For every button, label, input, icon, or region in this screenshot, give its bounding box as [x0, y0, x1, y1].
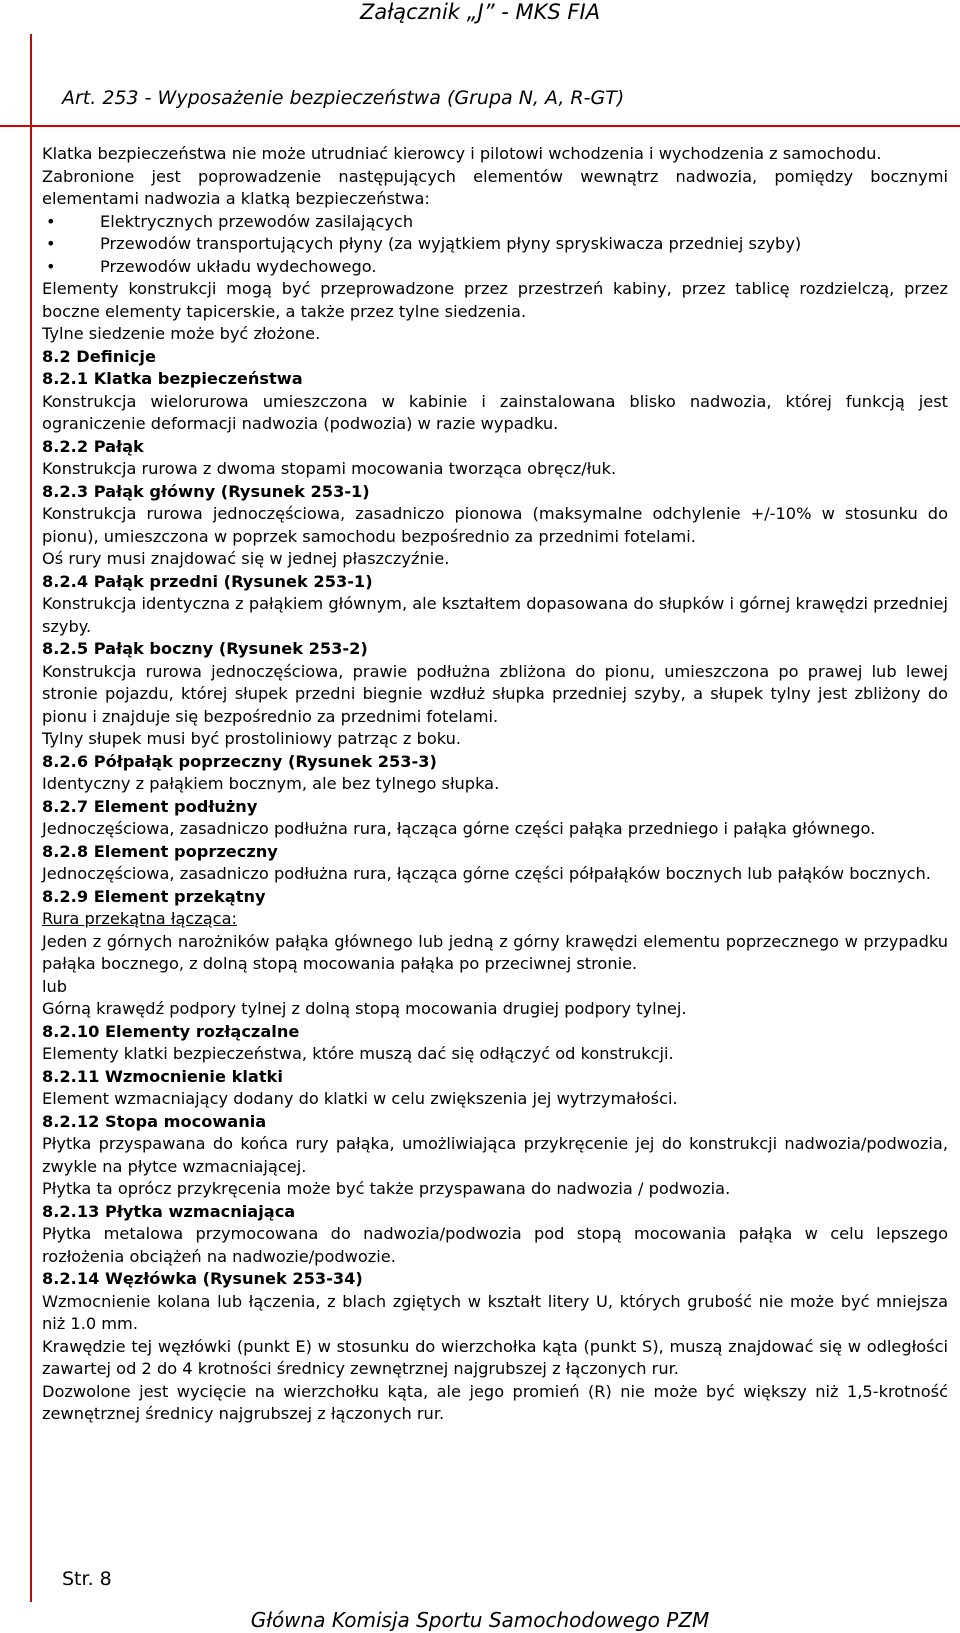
- bullet-icon: •: [46, 256, 56, 276]
- subsection-heading: 8.2.13 Płytka wzmacniająca: [42, 1201, 296, 1221]
- underlined-label: Rura przekątna łącząca:: [42, 909, 237, 928]
- subsection-heading: 8.2.12 Stopa mocowania: [42, 1111, 267, 1131]
- paragraph: Konstrukcja rurowa z dwoma stopami mocowania tworząca obręcz/łuk.: [42, 459, 617, 478]
- subsection-heading: 8.2.8 Element poprzeczny: [42, 841, 278, 861]
- paragraph: Jeden z górnych narożników pałąka głównego lub jedną z górny krawędzi elementu poprzecznego w przypadku pałąka bocznego, z dolną stopą mocowania pałąka po przeciwnej stronie.: [42, 931, 948, 973]
- bullet-icon: •: [46, 211, 56, 231]
- subsection-heading: 8.2.9 Element przekątny: [42, 886, 266, 906]
- subsection-heading: 8.2.11 Wzmocnienie klatki: [42, 1066, 283, 1086]
- paragraph: Konstrukcja rurowa jednoczęściowa, zasadniczo pionowa (maksymalne odchylenie +/-10% w stosunku do pionu), umieszczona w poprzek samochodu bezpośrednio za przednimi fotelami.: [42, 504, 948, 546]
- paragraph: Elementy klatki bezpieczeństwa, które muszą dać się odłączyć od konstrukcji.: [42, 1044, 674, 1063]
- bullet-item: [42, 256, 948, 279]
- bullet-item: [42, 233, 948, 256]
- paragraph: Konstrukcja wielorurowa umieszczona w kabinie i zainstalowana blisko nadwozia, której funkcją jest ograniczenie deformacji nadwozia (podwozia) w razie wypadku.: [42, 391, 948, 433]
- subsection-heading: 8.2.3 Pałąk główny (Rysunek 253-1): [42, 481, 370, 501]
- paragraph: Krawędzie tej węzłówki (punkt E) w stosunku do wierzchołka kąta (punkt S), muszą znajdować się w odległości zawartej od 2 do 4 krotności średnicy zewnętrznej najgrubszej z łączonych rur.: [42, 1336, 948, 1378]
- footer-organization: Główna Komisja Sportu Samochodowego PZM: [250, 1608, 710, 1632]
- section-heading: 8.2 Definicje: [42, 346, 156, 366]
- paragraph: Konstrukcja rurowa jednoczęściowa, prawie podłużna zbliżona do pionu, umieszczona po prawej lub lewej stronie pojazdu, której słupek przedni biegnie wzdłuż słupka przedniej szyby, a słupek tylny jest zbliżony do pionu i znajduje się bezpośrednio za przednimi fotelami.: [42, 661, 948, 726]
- paragraph: Górną krawędź podpory tylnej z dolną stopą mocowania drugiej podpory tylnej.: [42, 999, 687, 1018]
- margin-rule-vertical: [30, 34, 32, 1602]
- paragraph: Tylne siedzenie może być złożone.: [42, 324, 321, 343]
- paragraph: Płytka metalowa przymocowana do nadwozia/podwozia pod stopą mocowania pałąka w celu lepszego rozłożenia obciążeń na nadwozie/podwozie.: [42, 1224, 948, 1266]
- bullet-text: Przewodów układu wydechowego.: [100, 256, 377, 276]
- subsection-heading: 8.2.2 Pałąk: [42, 436, 144, 456]
- paragraph: Identyczny z pałąkiem bocznym, ale bez tylnego słupka.: [42, 774, 500, 793]
- document-header-title: Załącznik „J” - MKS FIA: [359, 0, 601, 24]
- paragraph: Płytka przyspawana do końca rury pałąka, umożliwiająca przykręcenie jej do konstrukcji nadwozia/podwozia, zwykle na płytce wzmacniającej.: [42, 1134, 948, 1176]
- paragraph: Dozwolone jest wycięcie na wierzchołku kąta, ale jego promień (R) nie może być większy niż 1,5-krotność zewnętrznej średnicy najgrubszej z łączonych rur.: [42, 1381, 948, 1423]
- paragraph: Oś rury musi znajdować się w jednej płaszczyźnie.: [42, 549, 450, 568]
- paragraph: Jednoczęściowa, zasadniczo podłużna rura, łącząca górne części pałąka przedniego i pałąka głównego.: [42, 819, 876, 838]
- page-number: Str. 8: [62, 1568, 112, 1590]
- paragraph: Jednoczęściowa, zasadniczo podłużna rura, łącząca górne części półpałąków bocznych lub pałąków bocznych.: [42, 864, 931, 883]
- document-body: [42, 143, 948, 1426]
- subsection-heading: 8.2.5 Pałąk boczny (Rysunek 253-2): [42, 639, 368, 658]
- subsection-heading: 8.2.7 Element podłużny: [42, 796, 258, 816]
- subsection-heading: 8.2.14 Węzłówka (Rysunek 253-34): [42, 1269, 363, 1288]
- paragraph: Konstrukcja identyczna z pałąkiem głównym, ale kształtem dopasowana do słupków i górnej krawędzi przedniej szyby.: [42, 594, 948, 636]
- paragraph: Element wzmacniający dodany do klatki w celu zwiększenia jej wytrzymałości.: [42, 1089, 678, 1108]
- subsection-heading: 8.2.1 Klatka bezpieczeństwa: [42, 369, 303, 388]
- bullet-item: [42, 211, 948, 234]
- bullet-text: Przewodów transportujących płyny (za wyjątkiem płyny spryskiwacza przedniej szyby): [100, 234, 802, 253]
- paragraph: Tylny słupek musi być prostoliniowy patrząc z boku.: [42, 729, 462, 748]
- paragraph: Płytka ta oprócz przykręcenia może być także przyspawana do nadwozia / podwozia.: [42, 1179, 731, 1198]
- subsection-heading: 8.2.4 Pałąk przedni (Rysunek 253-1): [42, 571, 373, 591]
- subsection-heading: 8.2.6 Półpałąk poprzeczny (Rysunek 253-3): [42, 751, 437, 771]
- header-rule-horizontal: [0, 125, 960, 127]
- paragraph: Wzmocnienie kolana lub łączenia, z blach zgiętych w kształt litery U, których grubość nie może być mniejsza niż 1.0 mm.: [42, 1291, 948, 1333]
- subsection-heading: 8.2.10 Elementy rozłączalne: [42, 1021, 300, 1041]
- paragraph: Zabronione jest poprowadzenie następujących elementów wewnątrz nadwozia, pomiędzy bocznymi elementami nadwozia a klatką bezpieczeństwa:: [42, 166, 948, 208]
- bullet-icon: •: [46, 234, 56, 253]
- paragraph: lub: [42, 976, 68, 996]
- article-title: Art. 253 - Wyposażenie bezpieczeństwa (Grupa N, A, R-GT): [62, 87, 625, 109]
- paragraph: Elementy konstrukcji mogą być przeprowadzone przez przestrzeń kabiny, przez tablicę rozdzielczą, przez boczne elementy tapicerskie, a także przez tylne siedzenia.: [42, 279, 948, 321]
- paragraph: Klatka bezpieczeństwa nie może utrudniać kierowcy i pilotowi wchodzenia i wychodzenia z samochodu.: [42, 144, 882, 163]
- bullet-text: Elektrycznych przewodów zasilających: [100, 211, 414, 231]
